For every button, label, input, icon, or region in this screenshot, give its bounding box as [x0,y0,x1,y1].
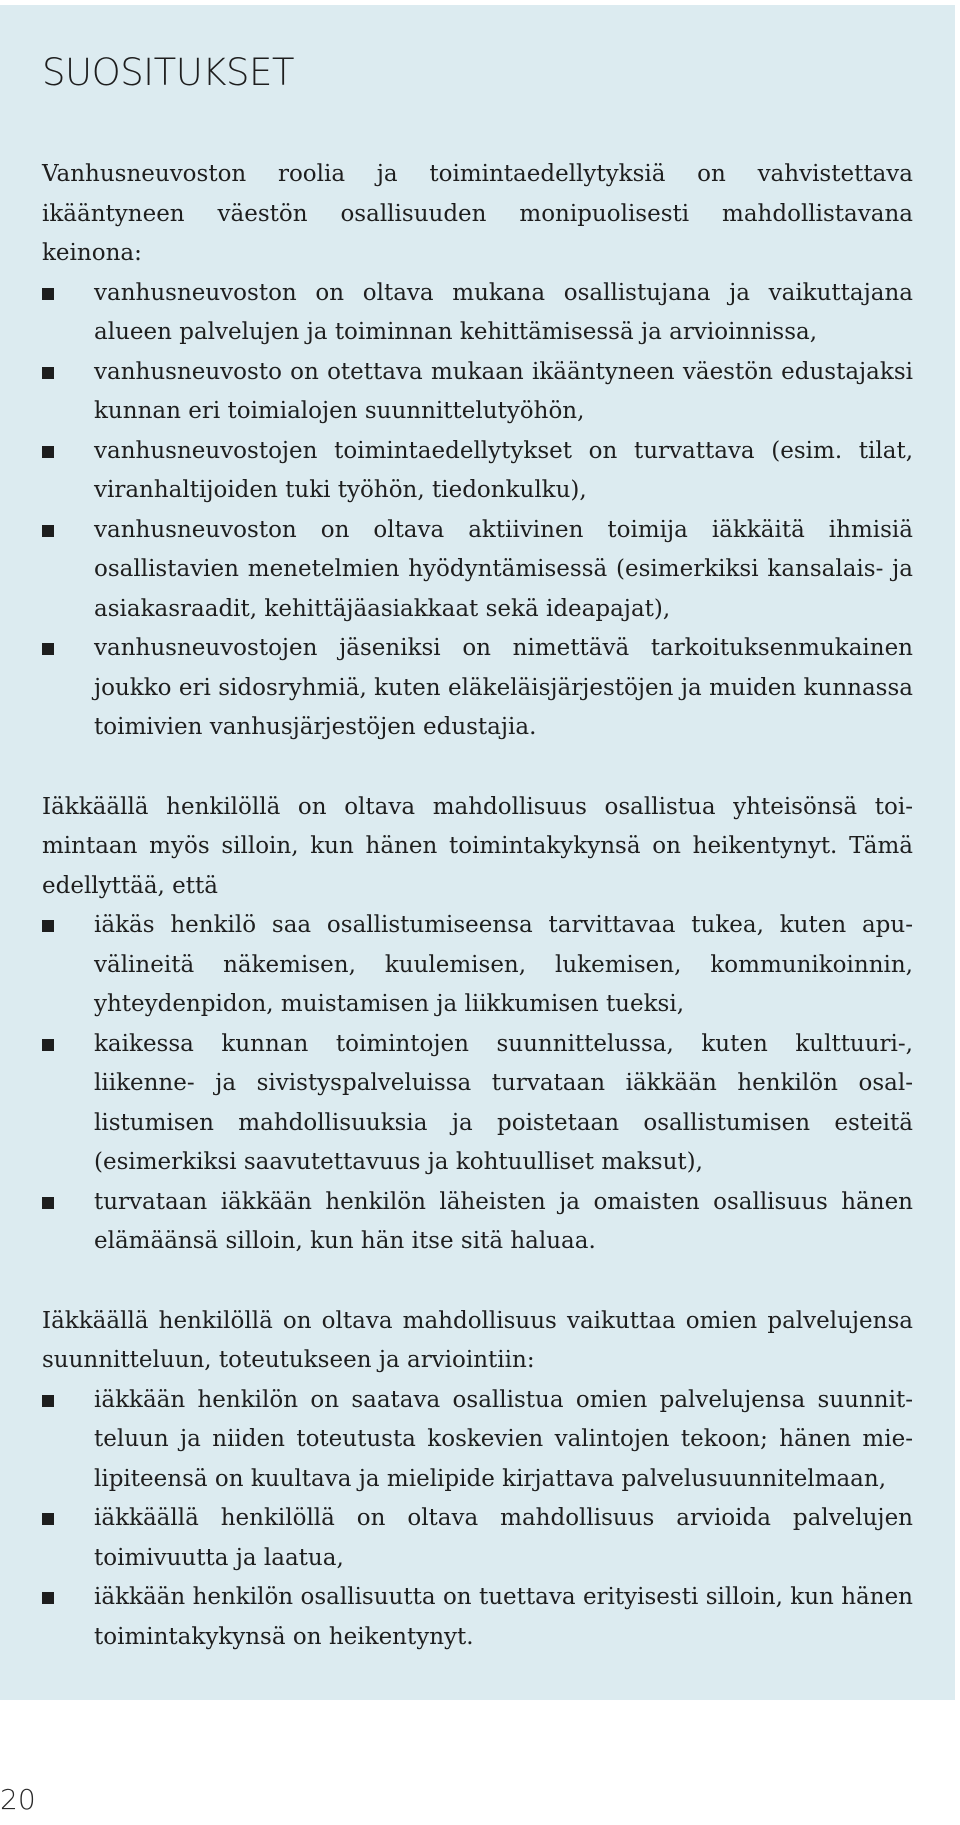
list-item-text: vanhusneuvoston on oltava mukana osallistujana ja vaikuttajana alueen palvelujen ja toiminnan kehittämisessä ja arvioinnissa, [94,279,913,345]
bullet-square-icon [42,367,54,379]
list-item-text: turvataan iäkkään henkilön läheisten ja omaisten osallisuus hänen elämäänsä silloin, kun hän itse sitä haluaa. [94,1188,913,1254]
list-item [42,274,913,353]
list-item-text: iäkkäällä henkilöllä on oltava mahdollisuus arvioida palvelujen toimivuutta ja laatua, [94,1505,913,1571]
list-item [42,432,913,511]
bullet-list [42,906,913,1262]
section-advisory-council [42,155,913,748]
section-service-planning [42,1302,913,1658]
list-item-text: iäkkään henkilön on saatava osallistua omien palvelujensa suunnitteluun ja niiden toteutusta koskevien valintojen tekoon; hänen mielipiteensä on kuultava ja mielipide kirjattava palvelusuunnitelmaan, [94,1386,913,1492]
list-item [42,1025,913,1183]
bullet-square-icon [42,1513,54,1525]
page-title: SUOSITUKSET [42,51,295,94]
page-number: 20 [0,1783,36,1816]
list-item [42,1381,913,1500]
bullet-square-icon [42,643,54,655]
list-item-text: vanhusneuvostojen toimintaedellytykset on turvattava (esim. tilat, viranhaltijoiden tuki työhön, tiedonkulku), [94,437,913,503]
bullet-list [42,1381,913,1658]
list-item [42,629,913,748]
list-item [42,1499,913,1578]
list-item-text: vanhusneuvostojen jäseniksi on nimettävä tarkoituksenmukainen joukko eri sidosryhmiä, kuten eläkeläisjärjestöjen ja muiden kunnassa toimivien vanhusjärjestöjen edustajia. [94,635,913,740]
list-item [42,1183,913,1262]
section-intro: Vanhusneuvoston roolia ja toimintaedellytyksiä on vahvistettava ikääntyneen väestön osallisuuden monipuolisesti mahdollistavana keinona: [42,161,913,266]
bullet-square-icon [42,1197,54,1209]
bullet-square-icon [42,1039,54,1051]
bullet-square-icon [42,1592,54,1604]
list-item-text: kaikessa kunnan toimintojen suunnittelussa, kuten kulttuuri-, liikenne- ja sivistyspalveluissa turvataan iäkkään henkilön osallistumisen mahdollisuuksia ja poistetaan osallistumisen esteitä (esimerkiksi saavutettavuus ja kohtuulliset maksut), [94,1030,913,1175]
recommendations-panel [0,5,955,1700]
bullet-square-icon [42,288,54,300]
bullet-list [42,274,913,748]
section-intro: Iäkkäällä henkilöllä on oltava mahdollisuus osallistua yhteisönsä toimintaan myös silloin, kun hänen toimintakykynsä on heikentynyt. Tämä edellyttää, että [42,793,913,899]
list-item [42,1578,913,1657]
list-item-text: iäkkään henkilön osallisuutta on tuettava erityisesti silloin, kun hänen toimintakykynsä on heikentynyt. [94,1584,913,1650]
list-item [42,353,913,432]
section-community-participation [42,788,913,1262]
list-item-text: vanhusneuvosto on otettava mukaan ikääntyneen väestön edustajaksi kunnan eri toimialojen suunnittelutyöhön, [94,358,913,424]
list-item [42,906,913,1025]
list-item-text: vanhusneuvoston on oltava aktiivinen toimija iäkkäitä ihmisiä osallistavien menetelmien hyödyntämisessä (esimerkiksi kansalais- ja asiakasraadit, kehittäjäasiakkaat sekä ideapajat), [94,516,913,622]
section-intro: Iäkkäällä henkilöllä on oltava mahdollisuus vaikuttaa omien palvelujensa suunnitteluun, toteutukseen ja arviointiin: [42,1307,913,1373]
bullet-square-icon [42,525,54,537]
list-item-text: iäkäs henkilö saa osallistumiseensa tarvittavaa tukea, kuten apuvälineitä näkemisen, kuulemisen, lukemisen, kommunikoinnin, yhteydenpidon, muistamisen ja liikkumisen tueksi, [94,912,913,1017]
list-item [42,511,913,630]
bullet-square-icon [42,920,54,932]
bullet-square-icon [42,1395,54,1407]
bullet-square-icon [42,446,54,458]
